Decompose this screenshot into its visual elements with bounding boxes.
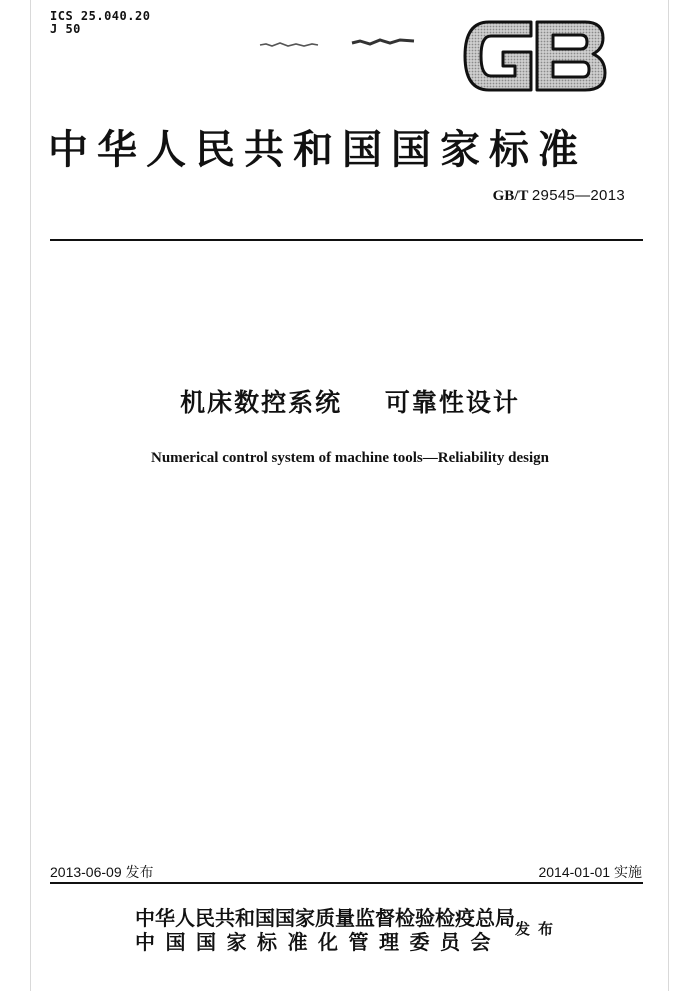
standard-number-prefix: GB/T (492, 188, 529, 204)
standard-category-title: 中华人民共和国国家标准 (48, 126, 587, 173)
standard-number (493, 187, 625, 205)
classification-codes (50, 10, 150, 36)
publishers (135, 906, 515, 954)
ccs-code: J 50 (50, 22, 81, 36)
gb-standard-logo-icon (459, 16, 609, 96)
ics-code: ICS 25.040.20 (50, 9, 151, 23)
document-title-english: Numerical control system of machine tools—Reliability design (150, 450, 550, 466)
scan-artifact (350, 36, 416, 48)
implementation-date: 2014-01-01 实施 (538, 864, 642, 880)
footer-divider (50, 882, 643, 884)
scan-artifact (258, 40, 320, 50)
issue-date: 2013-06-09 发布 (50, 864, 154, 880)
header-divider (50, 239, 643, 241)
page-edge-left (30, 0, 31, 991)
document-title-chinese: 机床数控系统 可靠性设计 (180, 388, 520, 417)
publish-label: 发布 (515, 920, 562, 938)
publisher-sac: 中国国家标准化管理委员会 (135, 930, 501, 954)
standard-number-value: 29545—2013 (531, 187, 625, 204)
publisher-aqsiq: 中华人民共和国国家质量监督检验检疫总局 (135, 906, 515, 930)
page-edge-right (668, 0, 669, 991)
